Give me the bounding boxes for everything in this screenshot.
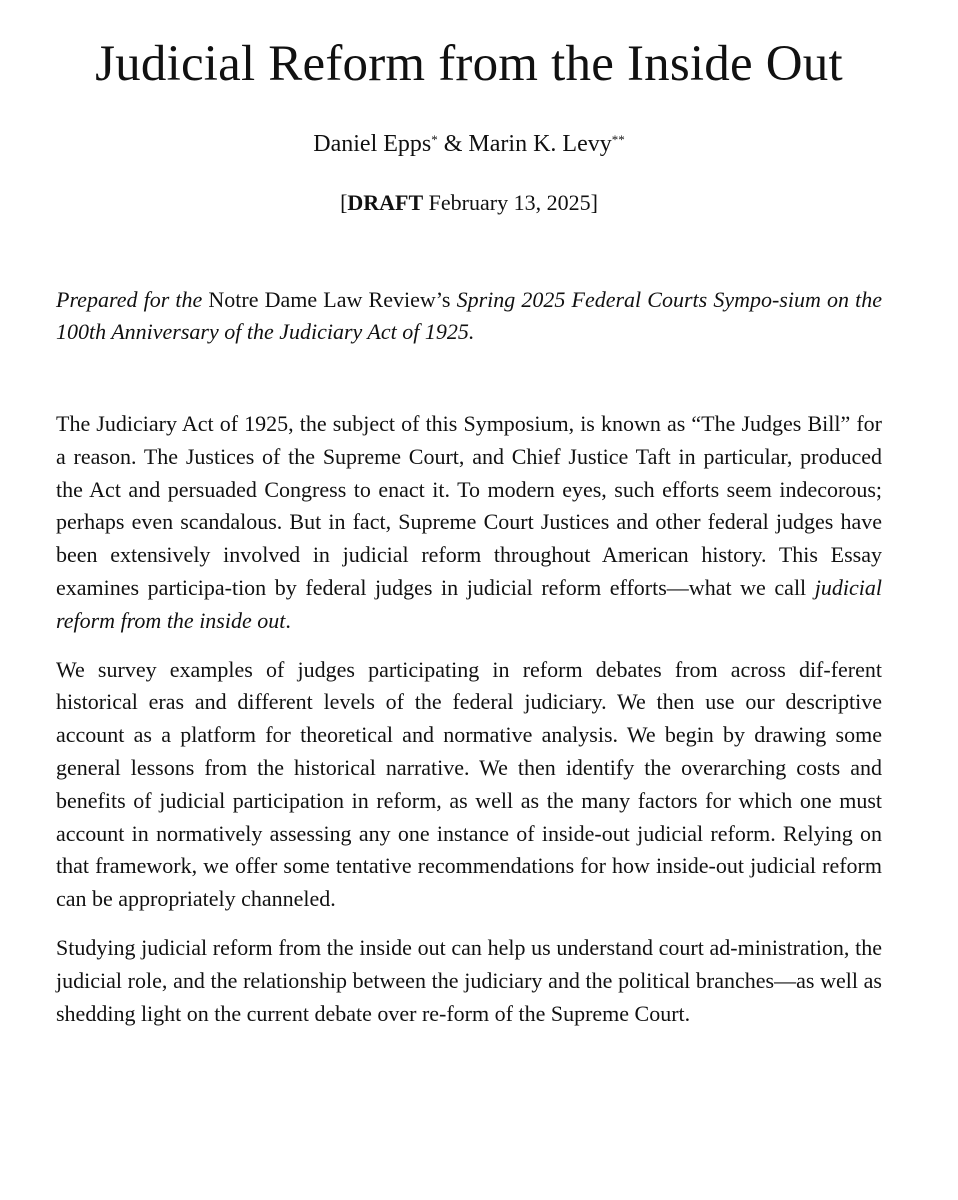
author-levy: Marin K. Levy <box>468 131 612 157</box>
author-conjunction: & <box>443 131 463 157</box>
paper-title: Judicial Reform from the Inside Out <box>95 36 843 92</box>
symposium-title: Spring 2025 Federal Courts Sympo-sium on the 100th Anniversary of the Judiciary Act of 1925. <box>56 287 883 344</box>
abstract-paragraph: We survey examples of judges participating in reform debates from across dif-ferent historical eras and different levels of the federal judiciary. We then use our descriptive account as a platform for theoretical and normative analysis. We begin by drawing some general lessons from the historical narrative. We then identify the overarching costs and benefits of judicial participation in reform, as well as the many factors for which one must account in normatively assessing any one instance of inside-out judicial reform. Relying on that framework, we offer some tentative recommendations for how inside-out judicial reform can be appropriately channeled. <box>56 656 882 912</box>
draft-open-bracket: [ <box>340 190 348 215</box>
author-footnote-mark[interactable]: * <box>431 132 438 147</box>
abstract-paragraph <box>56 408 882 638</box>
draft-date: February 13, 2025 <box>428 190 591 215</box>
author-line <box>56 128 882 160</box>
abstract-emphasis: judicial reform from the inside out <box>56 574 883 633</box>
author-epps: Daniel Epps <box>313 131 432 157</box>
draft-label: DRAFT <box>347 190 424 215</box>
abstract <box>56 408 882 1046</box>
draft-date-line <box>56 188 882 218</box>
symposium-note-lead: Prepared for the <box>56 287 203 312</box>
abstract-paragraph-end: . <box>285 607 291 633</box>
author-footnote-mark[interactable]: ** <box>611 132 625 147</box>
draft-close-bracket: ] <box>590 190 598 215</box>
abstract-paragraph: Studying judicial reform from the inside out can help us understand court ad-ministration, the judicial role, and the relationship between the judiciary and the political branches—as well as shedding light on the current debate over re-form of the Supreme Court. <box>56 934 882 1026</box>
journal-name: Notre Dame Law Review’s <box>208 287 451 312</box>
abstract-paragraph-text: The Judiciary Act of 1925, the subject of this Symposium, is known as “The Judges Bill” for a reason. The Justices of the Supreme Court, and Chief Justice Taft in particular, produced the Act and persuaded Congress to enact it. To modern eyes, such efforts seem indecorous; perhaps even scandalous. But in fact, Supreme Court Justices and other federal judges have been extensively involved in judicial reform throughout American history. This Essay examines participa-tion by federal judges in judicial reform efforts—what we call <box>56 411 882 600</box>
symposium-note <box>56 284 882 348</box>
